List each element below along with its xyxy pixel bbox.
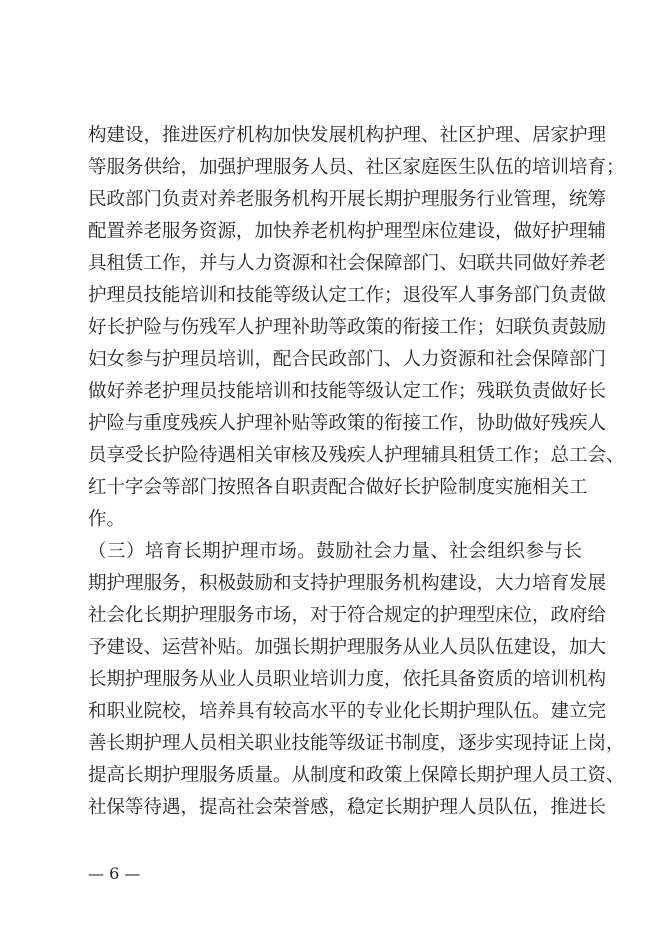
text-line: 社保等待遇，提高社会荣誉感，稳定长期护理人员队伍，推进长 [88,797,607,818]
text-line: 提高长期护理服务质量。从制度和政策上保障长期护理人员工资、 [88,765,625,786]
text-line: 配置养老服务资源，加快养老机构护理型床位建设，做好护理辅 [88,221,607,242]
text-line: 做好养老护理员技能培训和技能等级认定工作；残联负责做好长 [88,381,607,402]
text-line: 期护理服务，积极鼓励和支持护理服务机构建设，大力培育发展 [88,573,607,594]
text-line: 具租赁工作，并与人力资源和社会保障部门、妇联共同做好养老 [88,253,607,274]
text-line: 民政部门负责对养老服务机构开展长期护理服务行业管理，统筹 [88,189,607,210]
text-line: 等服务供给，加强护理服务人员、社区家庭医生队伍的培训培育； [88,157,625,178]
text-line: 护险与重度残疾人护理补贴等政策的衔接工作，协助做好残疾人 [88,413,607,434]
text-line: 妇女参与护理员培训，配合民政部门、人力资源和社会保障部门 [88,349,607,370]
section-heading-line: （三）培育长期护理市场。鼓励社会力量、社会组织参与长 [88,541,582,562]
text-line: 好长护险与伤残军人护理补助等政策的衔接工作；妇联负责鼓励 [88,317,607,338]
text-line: 长期护理服务从业人员职业培训力度，依托具备资质的培训机构 [88,669,607,690]
text-line: 护理员技能培训和技能等级认定工作；退役军人事务部门负责做 [88,285,607,306]
text-line: 和职业院校，培养具有较高水平的专业化长期护理队伍。建立完 [88,701,607,722]
page-number: — 6 — [88,864,141,883]
text-line: 予建设、运营补贴。加强长期护理服务从业人员队伍建设，加大 [88,637,607,658]
text-line: 善长期护理人员相关职业技能等级证书制度，逐步实现持证上岗， [88,733,625,754]
text-line: 红十字会等部门按照各自职责配合做好长护险制度实施相关工 [88,477,588,498]
text-line: 构建设，推进医疗机构加快发展机构护理、社区护理、居家护理 [88,125,607,146]
paragraph-end-line: 作。 [88,509,126,530]
body-text [88,120,625,824]
text-line: 员享受长护险待遇相关审核及残疾人护理辅具租赁工作；总工会、 [88,445,625,466]
text-line: 社会化长期护理服务市场，对于符合规定的护理型床位，政府给 [88,605,607,626]
